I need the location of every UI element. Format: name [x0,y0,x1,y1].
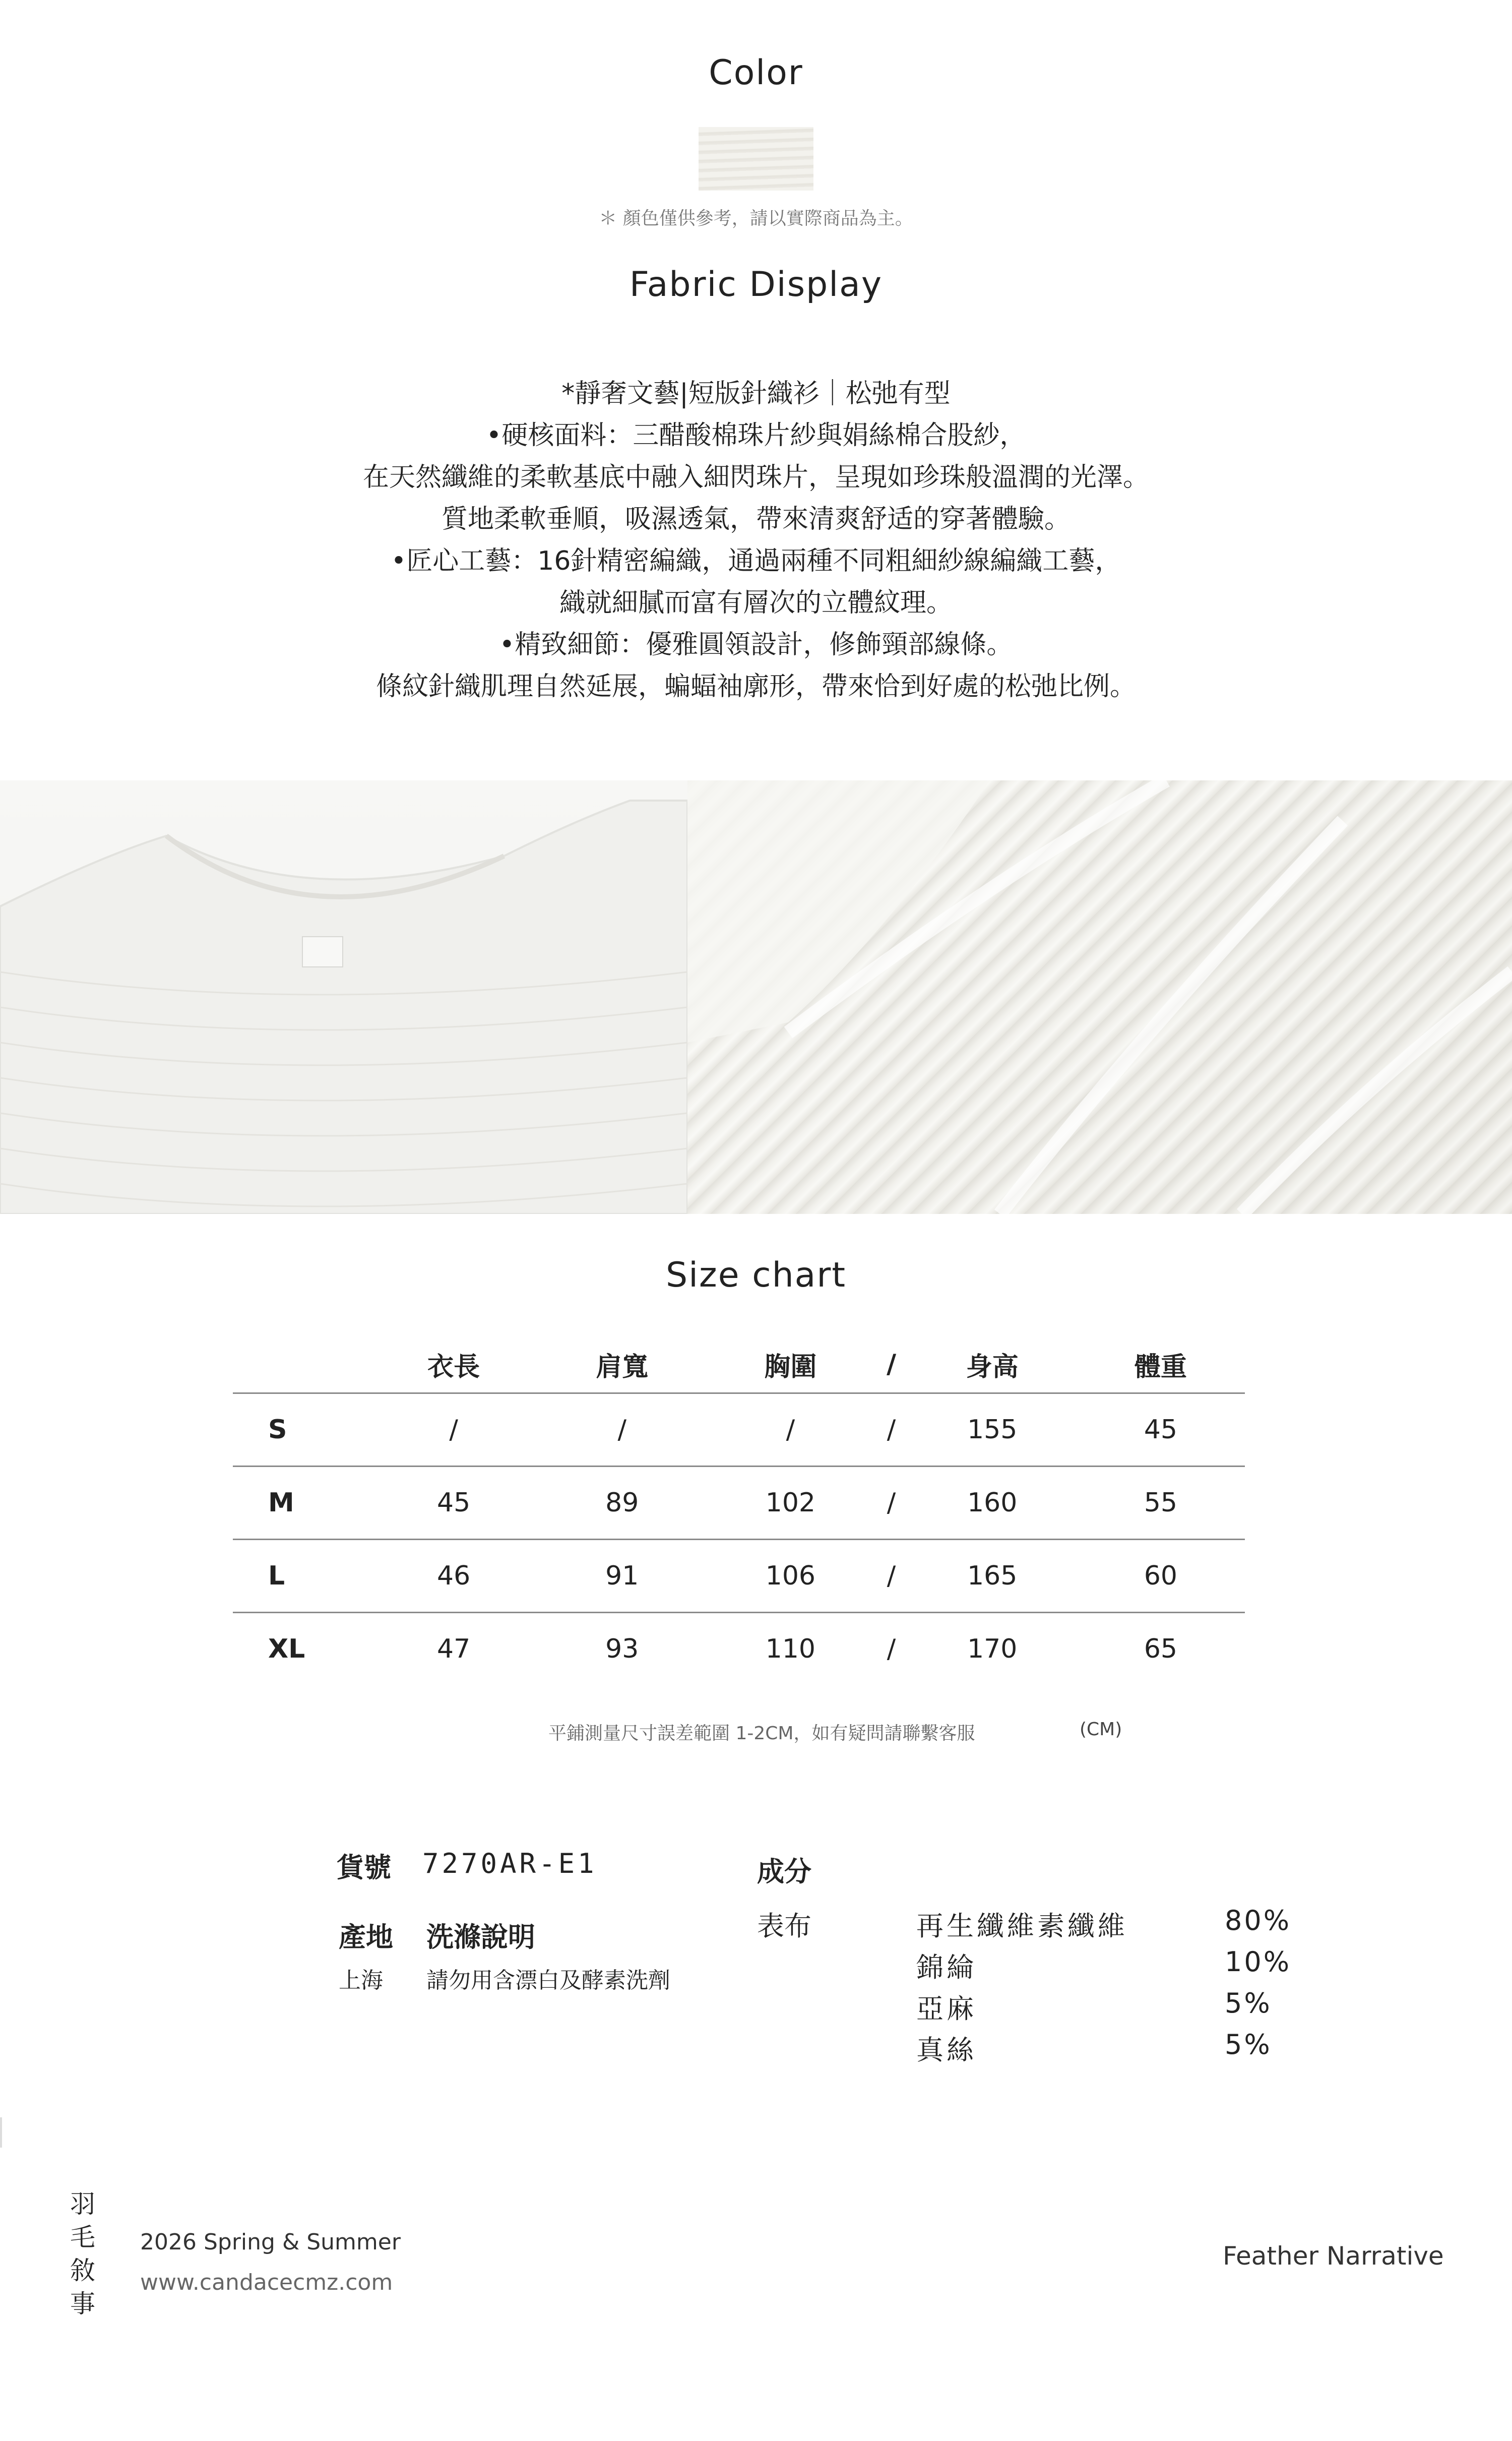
size-label: L [233,1540,369,1613]
table-row [233,1540,1245,1613]
table-cell: / [874,1540,908,1613]
size-label: M [233,1467,369,1540]
table-cell: 91 [538,1540,706,1613]
header-cell: 身高 [966,1352,1019,1382]
table-cell: / [874,1467,908,1540]
edge-mark [0,2117,2,2148]
fabric-description [0,373,1512,708]
table-row [233,1393,1245,1467]
wash-label: 洗滌說明 [426,1921,535,1953]
table-cell: / [874,1393,908,1467]
desc-line: •精致細節：優雅圓領設計，修飾頸部線條。 [499,630,1013,660]
desc-line: 質地柔軟垂順，吸濕透氣，帶來清爽舒适的穿著體驗。 [441,504,1070,534]
table-cell: 65 [1077,1613,1245,1685]
table-cell: 110 [706,1613,874,1685]
origin-value: 上海 [339,1968,383,1993]
desc-line: *靜奢文藝|短版針織衫｜松弛有型 [561,379,951,409]
table-row [233,1613,1245,1685]
website-text: www.candacecmz.com [140,2270,393,2295]
table-cell: 46 [369,1540,538,1613]
size-unit: (CM) [1080,1719,1122,1740]
material-name: 亞麻 [916,1993,977,2025]
wash-value: 請勿用含漂白及酵素洗劑 [426,1968,670,1993]
brand-vertical: 羽毛敘事 [66,2190,95,2324]
table-cell: 93 [538,1613,706,1685]
fabric-title: Fabric Display [629,265,883,304]
table-cell: / [874,1613,908,1685]
header-cell: 體重 [1134,1352,1187,1382]
sku-label: 貨號 [337,1852,391,1883]
material-name: 再生纖維素纖維 [916,1910,1128,1942]
material-percent: 5% [1225,2029,1272,2060]
knit-texture-photo [687,780,1512,1214]
color-title: Color [709,53,803,93]
color-note: ＊ 顏色僅供參考，請以實際商品為主。 [599,208,913,229]
header-cell [233,1336,369,1393]
sku-value: 7270AR-E1 [422,1848,597,1879]
material-name: 錦綸 [916,1951,977,1983]
table-cell: 89 [538,1467,706,1540]
material-percent: 5% [1225,1987,1272,2019]
color-swatch [699,127,813,191]
desc-line: 織就細膩而富有層次的立體紋理。 [559,588,953,618]
desc-line: 在天然纖維的柔軟基底中融入細閃珠片，呈現如珍珠般溫潤的光澤。 [362,462,1149,493]
sweater-neckline-photo [0,780,687,1214]
desc-line: •硬核面料：三醋酸棉珠片紗與娟絲棉合股紗， [486,420,1026,451]
table-cell: 106 [706,1540,874,1613]
brand-english: Feather Narrative [1223,2241,1444,2271]
table-cell: / [706,1393,874,1467]
table-row [233,1467,1245,1540]
size-table [233,1336,1245,1685]
table-cell: / [538,1393,706,1467]
material-percent: 10% [1225,1946,1292,1978]
table-cell: 155 [908,1393,1077,1467]
table-cell: 165 [908,1540,1077,1613]
origin-label: 產地 [339,1921,393,1953]
material-percent: 80% [1225,1905,1292,1936]
header-cell: 肩寬 [596,1352,649,1382]
size-label: S [233,1393,369,1467]
table-cell: 160 [908,1467,1077,1540]
table-cell: 60 [1077,1540,1245,1613]
season-text: 2026 Spring & Summer [140,2229,401,2255]
table-header-row [233,1336,1245,1393]
table-cell: 55 [1077,1467,1245,1540]
table-cell: 102 [706,1467,874,1540]
size-note: 平鋪測量尺寸誤差範圍 1-2CM，如有疑問請聯繫客服 [548,1723,975,1744]
table-cell: 45 [1077,1393,1245,1467]
table-cell: 47 [369,1613,538,1685]
header-cell: 胸圍 [764,1352,817,1382]
table-cell: 45 [369,1467,538,1540]
header-cell: 衣長 [427,1352,480,1382]
fabric-part: 表布 [757,1910,811,1942]
desc-line: •匠心工藝：16針精密編織，通過兩種不同粗細紗線編織工藝， [391,546,1121,576]
composition-label: 成分 [757,1856,811,1887]
table-cell: 170 [908,1613,1077,1685]
material-name: 真絲 [916,2034,977,2066]
header-cell: / [887,1349,897,1379]
size-label: XL [233,1613,369,1685]
size-chart-title: Size chart [666,1255,846,1295]
desc-line: 條紋針織肌理自然延展，蝙蝠袖廓形，帶來恰到好處的松弛比例。 [375,672,1136,702]
table-cell: / [369,1393,538,1467]
